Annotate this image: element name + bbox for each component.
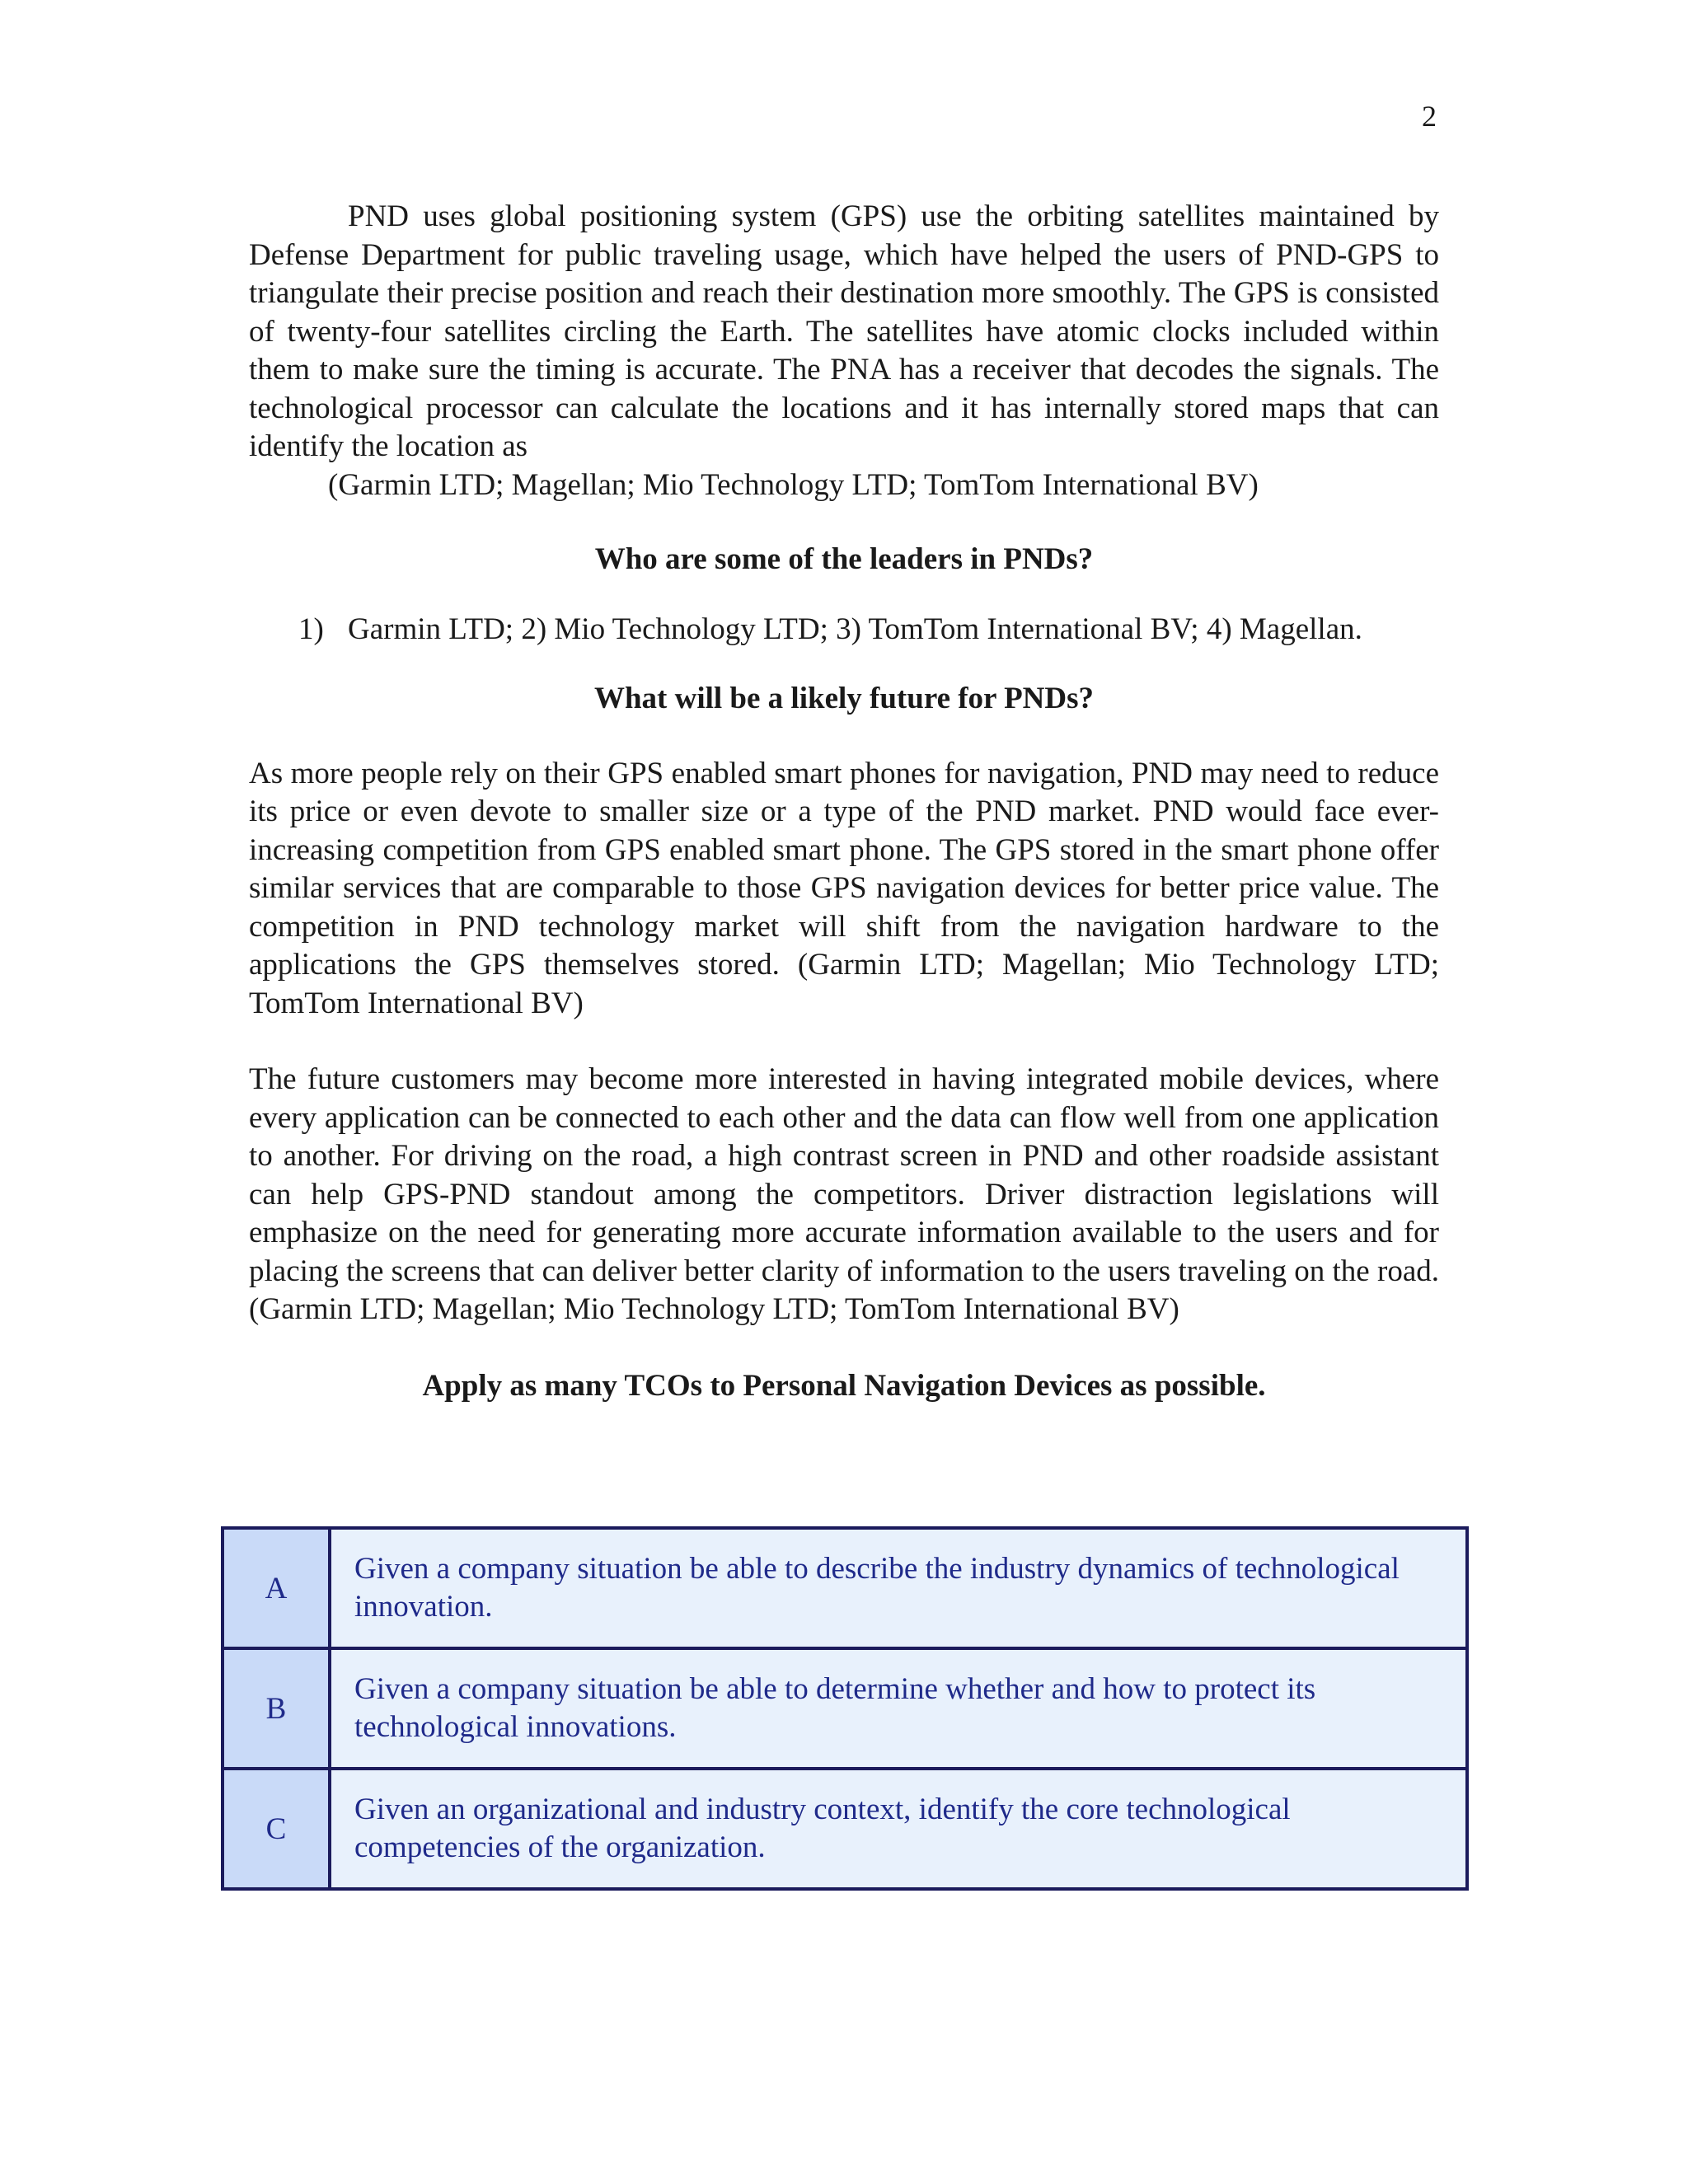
future-paragraph-1: As more people rely on their GPS enabled smart phones for navigation, PND may need to reduce its price or even devote to smaller size or a type of the PND market. PND would face ever-increasing competition from GPS enabled smart phone. The GPS stored in the smart phone offer similar services that are comparable to those GPS navigation devices for better price value. The competition in PND technology market will shift from the navigation hardware to the applications the GPS themselves stored. (Garmin LTD; Magellan; Mio Technology LTD; TomTom International BV) <box>249 756 1439 1020</box>
page-number: 2 <box>1422 100 1437 133</box>
leaders-heading: Who are some of the leaders in PNDs? <box>594 542 1094 576</box>
tcos-heading: Apply as many TCOs to Personal Navigation Devices as possible. <box>422 1368 1266 1403</box>
tco-letter: A <box>223 1528 330 1648</box>
list-marker: 1) <box>298 612 324 646</box>
future-paragraph-2: The future customers may become more interested in having integrated mobile devices, where every application can be connected to each other and the data can flow well from one application to another. For driving on the road, a high contrast screen in PND and other roadside assistant can help GPS-PND standout among the competitors. Driver distraction legislations will emphasize on the need for generating more accurate information available to the users and for placing the screens that can deliver better clarity of information to the users traveling on the road. (Garmin LTD; Magellan; Mio Technology LTD; TomTom International BV) <box>249 1062 1439 1326</box>
tco-letter: C <box>223 1769 330 1889</box>
document-body <box>249 198 1439 1405</box>
intro-citation: (Garmin LTD; Magellan; Mio Technology LTD; TomTom International BV) <box>328 467 1259 502</box>
tco-description: Given an organizational and industry context, identify the core technological competencies of the organization. <box>330 1769 1467 1889</box>
tco-description: Given a company situation be able to determine whether and how to protect its technological innovations. <box>330 1648 1467 1769</box>
table-row <box>223 1528 1467 1648</box>
table-row <box>223 1648 1467 1769</box>
tco-table <box>221 1526 1469 1891</box>
list-item <box>249 611 1439 649</box>
tco-letter: B <box>223 1648 330 1769</box>
leaders-list <box>249 611 1439 649</box>
tco-description: Given a company situation be able to describe the industry dynamics of technological innovation. <box>330 1528 1467 1648</box>
table-row <box>223 1769 1467 1889</box>
list-item-text: Garmin LTD; 2) Mio Technology LTD; 3) TomTom International BV; 4) Magellan. <box>348 612 1362 646</box>
intro-paragraph: PND uses global positioning system (GPS) use the orbiting satellites maintained by Defense Department for public traveling usage, which have helped the users of PND-GPS to triangulate their precise position and reach their destination more smoothly. The GPS is consisted of twenty-four satellites circling the Earth. The satellites have atomic clocks included within them to make sure the timing is accurate. The PNA has a receiver that decodes the signals. The technological processor can calculate the locations and it has internally stored maps that can identify the location as <box>249 199 1439 463</box>
future-heading: What will be a likely future for PNDs? <box>593 682 1095 715</box>
